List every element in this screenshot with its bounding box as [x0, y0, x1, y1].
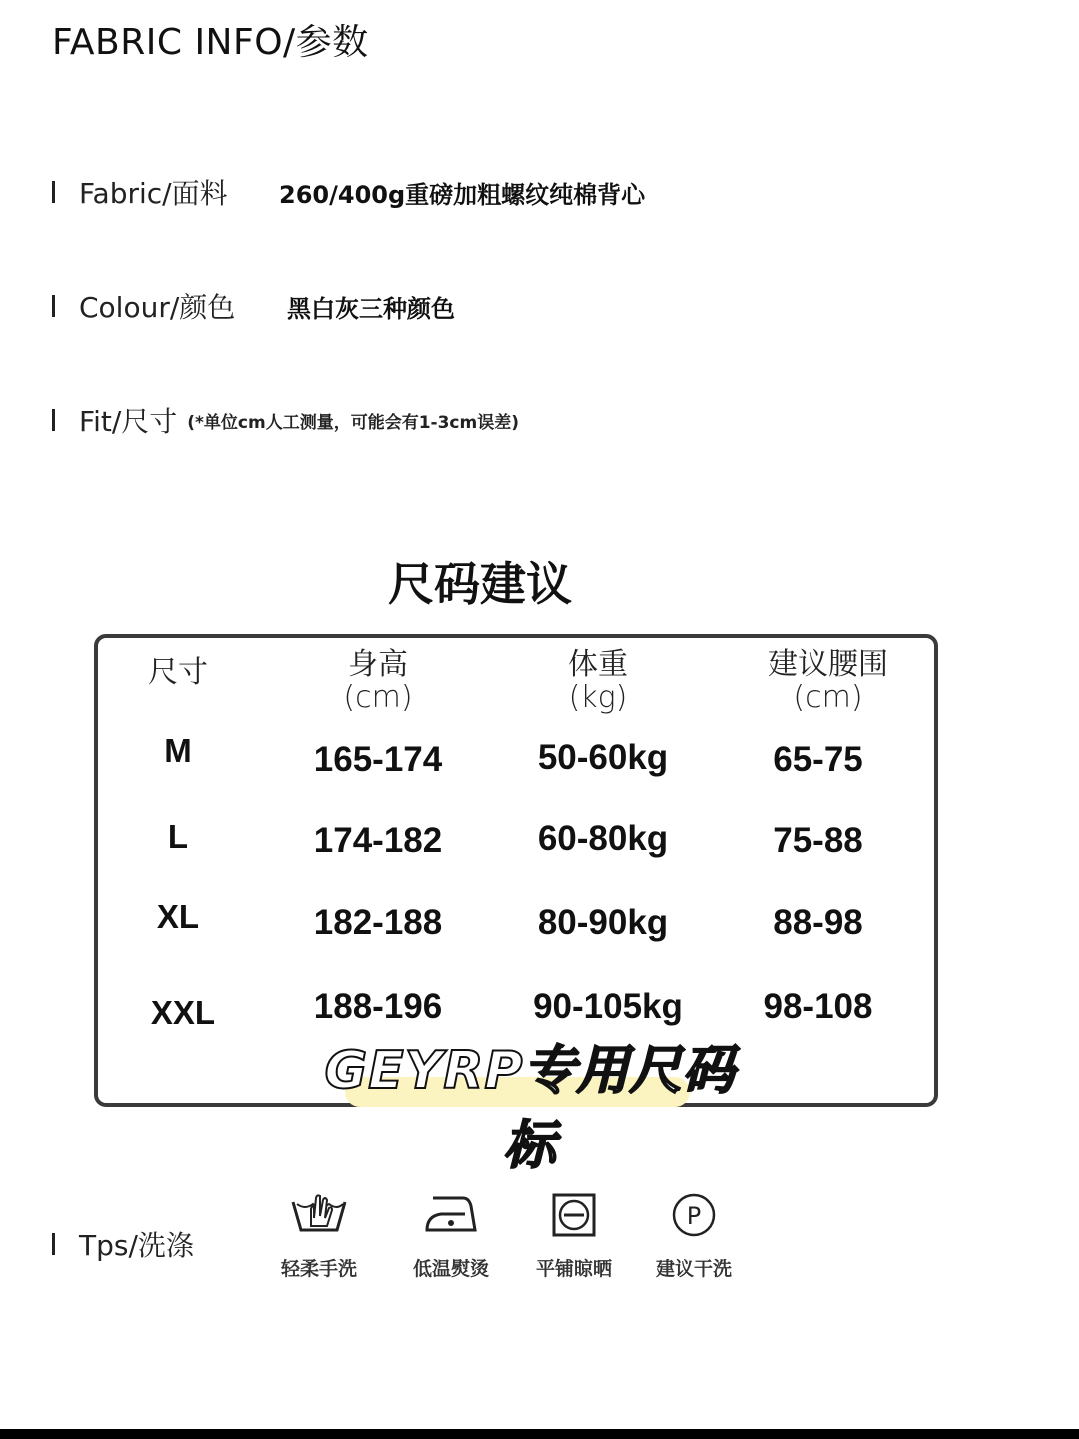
iron-low-icon — [421, 1190, 481, 1240]
fabric-label: Fabric/面料 — [79, 177, 228, 210]
header-height-unit: (cm) — [343, 680, 413, 715]
header-height-title: 身高 — [348, 647, 408, 682]
table-cell-size: XL — [156, 898, 200, 935]
colour-label: Colour/颜色 — [79, 291, 236, 324]
brand-watermark: GEYRP专用尺码标 — [324, 1041, 736, 1176]
header-weight-title: 体重 — [568, 647, 628, 682]
care-item-hand-wash — [259, 1190, 379, 1281]
colour-value: 黑白灰三种颜色 — [287, 294, 455, 323]
header-weight-unit: (kg) — [568, 680, 628, 715]
care-row — [52, 1224, 194, 1264]
table-cell-height: 174-182 — [313, 821, 443, 860]
dry-flat-icon — [549, 1190, 599, 1240]
dry-clean-icon — [669, 1190, 719, 1240]
header-size — [118, 656, 238, 689]
header-waist-title: 建议腰围 — [768, 647, 888, 682]
header-waist-unit: (cm) — [793, 680, 863, 715]
table-cell-height: 182-188 — [313, 903, 443, 942]
header-weight — [518, 648, 678, 714]
table-cell-weight: 80-90kg — [537, 903, 669, 942]
svg-text:P: P — [686, 1202, 702, 1230]
care-item-label: 建议干洗 — [655, 1258, 732, 1280]
bottom-border — [0, 1429, 1079, 1439]
care-item-label: 平铺晾晒 — [535, 1258, 612, 1280]
fit-row — [52, 400, 519, 440]
care-item-label: 低温熨烫 — [412, 1258, 489, 1280]
fabric-value: 260/400g重磅加粗螺纹纯棉背心 — [279, 180, 646, 209]
hand-wash-icon — [289, 1190, 349, 1240]
header-height — [298, 648, 458, 714]
table-cell-size: L — [167, 818, 189, 855]
row-marker — [52, 409, 55, 431]
row-marker — [52, 1233, 55, 1255]
colour-row — [52, 286, 455, 326]
table-cell-height: 165-174 — [313, 740, 443, 779]
care-item-iron — [391, 1190, 511, 1281]
row-marker — [52, 295, 55, 317]
header-waist — [738, 648, 918, 714]
table-cell-size: M — [164, 732, 192, 769]
fabric-row — [52, 172, 645, 212]
table-cell-waist: 98-108 — [763, 987, 873, 1026]
table-cell-waist: 75-88 — [773, 821, 863, 860]
table-cell-waist: 65-75 — [773, 740, 863, 779]
table-cell-size: XXL — [150, 994, 216, 1031]
table-cell-weight: 90-105kg — [533, 987, 683, 1026]
page-title: FABRIC INFO/参数 — [52, 22, 369, 63]
table-cell-height: 188-196 — [313, 987, 443, 1026]
table-cell-weight: 50-60kg — [537, 738, 669, 777]
table-cell-weight: 60-80kg — [537, 819, 669, 858]
header-size-text: 尺寸 — [148, 655, 208, 690]
fit-label: Fit/尺寸 — [79, 405, 178, 438]
size-chart-heading: 尺码建议 — [388, 557, 572, 611]
table-cell-waist: 88-98 — [773, 903, 863, 942]
care-item-label: 轻柔手洗 — [280, 1258, 357, 1280]
row-marker — [52, 181, 55, 203]
care-label: Tps/洗涤 — [79, 1229, 194, 1262]
fit-note: (*单位cm人工测量，可能会有1-3cm误差) — [187, 412, 519, 433]
care-item-dry-flat — [514, 1190, 634, 1281]
care-item-dry-clean — [634, 1190, 754, 1281]
